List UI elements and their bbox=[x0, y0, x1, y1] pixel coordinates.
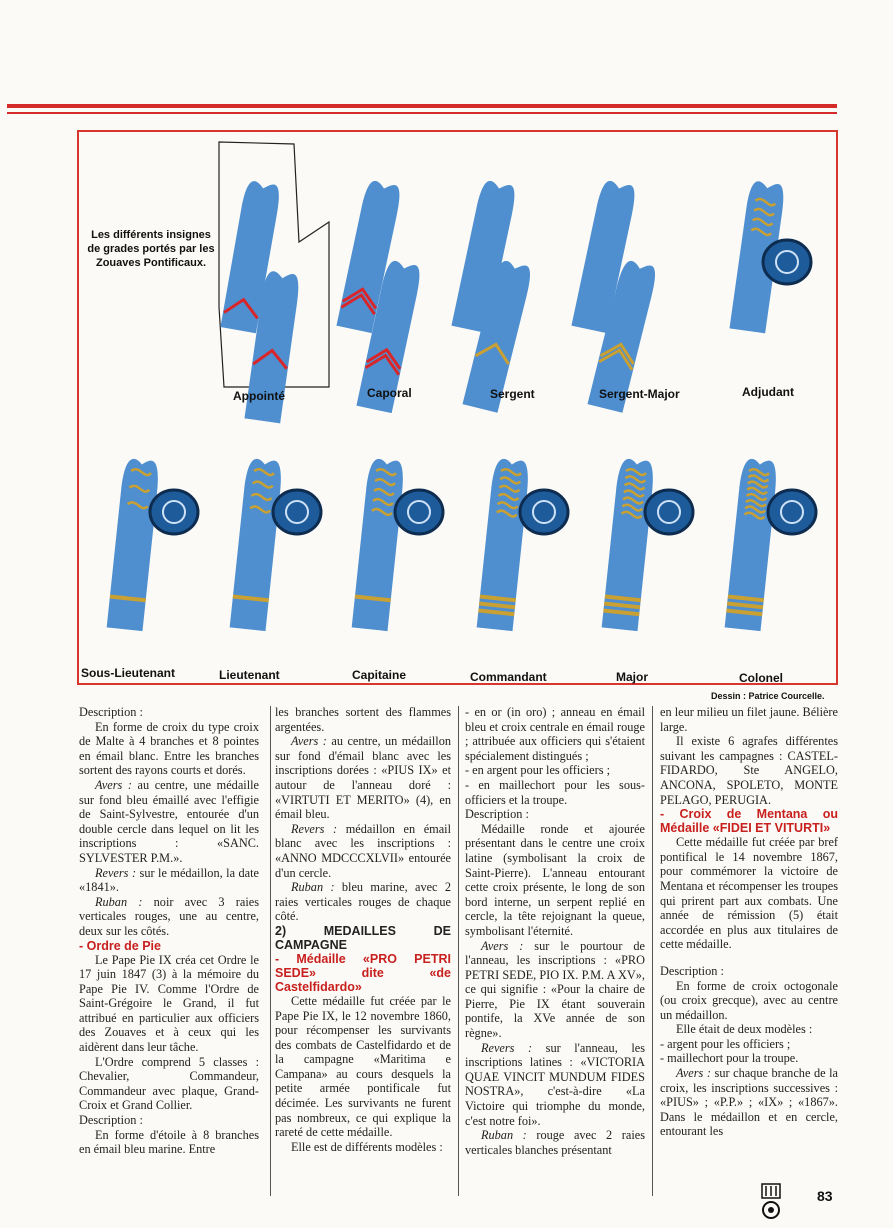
paragraph: Description : bbox=[660, 963, 724, 978]
paragraph: Description : bbox=[79, 1113, 143, 1128]
paragraph: Description : bbox=[79, 705, 143, 719]
section-heading: - Croix de Mentana ou Médaille «FIDEI ET VITURTI» bbox=[660, 807, 838, 836]
plate-caption: Les différents insignes de grades portés par les Zouaves Pontificaux. bbox=[87, 229, 215, 269]
paragraph: Elle est de différents modèles : bbox=[291, 1139, 443, 1154]
insignia-capitaine bbox=[352, 458, 406, 631]
paragraph-lead: Revers : bbox=[95, 865, 140, 880]
paragraph-lead: Ruban : bbox=[95, 894, 154, 909]
section-heading: - Ordre de Pie bbox=[79, 938, 161, 953]
colonel-button-icon bbox=[768, 490, 816, 534]
text-column-4 bbox=[660, 705, 838, 1139]
paragraph: En forme de croix octogonale (ou croix grecque), avec au centre un médaillon. bbox=[660, 978, 838, 1022]
paragraph: Avers : au centre, un médaillon sur fond d'émail blanc avec les inscriptions dorées : «PIUS IX» et autour de l'anneau doré : «VIRTUTI ET MERITO» (4), en émail bleu. bbox=[275, 734, 451, 822]
paragraph: - maillechort pour la troupe. bbox=[660, 1051, 799, 1066]
paragraph: Avers : sur chaque branche de la croix, les inscriptions successives : «PIUS» ; «P.P.» ; «IX» ; «1867». Dans le médaillon et en cercle, entourant les bbox=[660, 1066, 838, 1139]
paragraph: Avers : sur le pourtour de l'anneau, les inscriptions : «PRO PETRI SEDE, PIO IX. P.M. A XV», ce qui signifie : «Pour la chaire de Pierre, Pie IX étant souverain pontife, la XVe année de son règne». bbox=[465, 938, 645, 1041]
page-number: 83 bbox=[817, 1188, 833, 1204]
paragraph: Il existe 6 agrafes différentes suivant les campagnes : CASTEL-FIDARDO, Ste ANGELO, ANCONA, SPOLETO, MONTE PELAGO, PERUGIA. bbox=[660, 734, 838, 807]
paragraph: Cette médaille fut créée par bref pontifical le 14 novembre 1867, pour commémorer la victoire de Mentana et récompenser les troupes qui prirent part aux combats. Une année de rémission (5) était accordée en plus aux titulaires de cette médaille. bbox=[660, 835, 838, 952]
rank-label-adjudant: Adjudant bbox=[742, 385, 794, 399]
text-column-3 bbox=[465, 705, 645, 1157]
rank-label-colonel: Colonel bbox=[739, 671, 783, 685]
paragraph-lead: Revers : bbox=[291, 821, 346, 836]
illustration-credit: Dessin : Patrice Courcelle. bbox=[711, 691, 825, 701]
capitaine-button-icon bbox=[395, 490, 443, 534]
paragraph: les branches sortent des flammes argentées. bbox=[275, 705, 451, 734]
paragraph: Revers : sur l'anneau, les inscriptions latines : «VICTORIA QUAE VINCIT MUNDUM FIDES NOSTRA», c'est-à-dire «La Victoire qui triomphe du monde, c'est notre foi». bbox=[465, 1040, 645, 1128]
section-heading: 2) MEDAILLES DE CAMPAGNE bbox=[275, 923, 451, 952]
paragraph: Ruban : noir avec 3 raies verticales rouges, une au centre, deux sur les côtés. bbox=[79, 894, 259, 938]
insignia-major bbox=[602, 458, 656, 631]
column-divider bbox=[270, 706, 271, 1196]
top-rule-thick bbox=[7, 104, 837, 108]
paragraph-lead: Revers : bbox=[481, 1040, 546, 1055]
paragraph-lead: Avers : bbox=[95, 777, 138, 792]
text-column-1 bbox=[79, 705, 259, 1157]
column-divider bbox=[652, 706, 653, 1196]
paragraph: - argent pour les officiers ; bbox=[660, 1036, 791, 1051]
paragraph: - en maillechort pour les sous-officiers et la troupe. bbox=[465, 777, 645, 807]
paragraph: Avers : au centre, une médaille sur fond bleu émaillé avec l'effigie de Saint-Sylvestre, entourée d'un double cercle dans lequel on lit les inscriptions : «SANC. SYLVESTER P.M.». bbox=[79, 777, 259, 865]
section-heading: - Médaille «PRO PETRI SEDE» dite «de Castelfidardo» bbox=[275, 951, 451, 994]
rank-label-sergent: Sergent bbox=[490, 387, 535, 401]
paragraph: en leur milieu un filet jaune. Bélière large. bbox=[660, 705, 838, 734]
paragraph-lead: Avers : bbox=[676, 1066, 715, 1081]
paragraph: Cette médaille fut créée par le Pape Pie IX, le 12 novembre 1860, pour récompenser les survivants des combats de Castelfidardo et de la campagne «Maritima e Campana» au cours desquels la petite armée pontificale fut décimée. Les survivants ne furent pas nombreux, ce qui explique la rareté de cette médaille. bbox=[275, 993, 451, 1140]
paragraph: L'Ordre comprend 5 classes : Chevalier, Commandeur, Commandeur avec plaque, Grand-Croix et Grand Collier. bbox=[79, 1054, 259, 1113]
paragraph: Revers : sur le médaillon, la date «1841». bbox=[79, 865, 259, 895]
paragraph: En forme de croix du type croix de Malte à 4 branches et 8 pointes en émail blanc. Entre les branches sortent des rayons courts et dorés. bbox=[79, 719, 259, 778]
paragraph: Revers : médaillon en émail blanc avec les inscriptions : «ANNO MDCCCXLVII» entourée d'un cercle. bbox=[275, 821, 452, 880]
rank-insignia-plate bbox=[77, 130, 838, 685]
adjudant-button-icon bbox=[763, 240, 811, 284]
paragraph: - en argent pour les officiers ; bbox=[465, 763, 611, 778]
paragraph: En forme d'étoile à 8 branches en émail bleu marine. Entre bbox=[79, 1127, 259, 1157]
rank-label-major: Major bbox=[616, 670, 649, 684]
insignia-lieutenant bbox=[230, 458, 284, 631]
sous-lieutenant-button-icon bbox=[150, 490, 198, 534]
paragraph: Elle était de deux modèles : bbox=[676, 1022, 813, 1037]
paragraph-lead: Ruban : bbox=[291, 880, 342, 895]
major-button-icon bbox=[645, 490, 693, 534]
publisher-logo-icon bbox=[760, 1182, 782, 1227]
column-divider bbox=[458, 706, 459, 1196]
paragraph: Description : bbox=[465, 807, 529, 822]
paragraph-lead: Avers : bbox=[481, 938, 535, 953]
insignia-colonel bbox=[725, 458, 779, 631]
paragraph: Ruban : rouge avec 2 raies verticales blanches présentant bbox=[465, 1128, 645, 1157]
rank-label-caporal: Caporal bbox=[367, 386, 412, 400]
insignia-sous-lieutenant bbox=[107, 458, 161, 631]
paragraph: - en or (in oro) ; anneau en émail bleu et croix centrale en émail rouge ; attribuée aux officiers qui s'étaient spécialement distingués ; bbox=[465, 705, 645, 763]
rank-label-sergent-major: Sergent-Major bbox=[599, 387, 680, 401]
paragraph: Ruban : bleu marine, avec 2 raies verticales rouges de chaque côté. bbox=[275, 880, 452, 924]
paragraph: Le Pape Pie IX créa cet Ordre le 17 juin 1847 (3) à la mémoire du Pape Pie IV. Comme l'Ordre de Saint-Grégoire le Grand, il fut attribué en particulier aux officiers des Zouaves et à ceux qui les aidèrent dans leur tâche. bbox=[79, 952, 259, 1055]
commandant-button-icon bbox=[520, 490, 568, 534]
rank-label-capitaine: Capitaine bbox=[352, 668, 407, 682]
rank-label-lieutenant: Lieutenant bbox=[219, 668, 280, 682]
insignia-illustrations bbox=[79, 132, 836, 683]
text-column-2 bbox=[275, 705, 451, 1154]
rank-label-commandant: Commandant bbox=[470, 670, 547, 684]
rank-label-sous-lieutenant: Sous-Lieutenant bbox=[81, 666, 176, 680]
lieutenant-button-icon bbox=[273, 490, 321, 534]
paragraph: Médaille ronde et ajourée présentant dans le centre une croix latine (symbolisant la croix de Saint-Pierre). L'anneau entourant cette croix présente, le long de son bord interne, un serpent replié en cercle, la tête rejoignant la queue, symbolisant l'éternité. bbox=[465, 821, 645, 938]
rank-label-appointe: Appointé bbox=[233, 389, 285, 403]
insignia-commandant bbox=[477, 458, 531, 631]
top-rule-thin bbox=[7, 112, 837, 114]
paragraph-lead: Ruban : bbox=[481, 1128, 537, 1143]
paragraph-lead: Avers : bbox=[291, 734, 332, 749]
